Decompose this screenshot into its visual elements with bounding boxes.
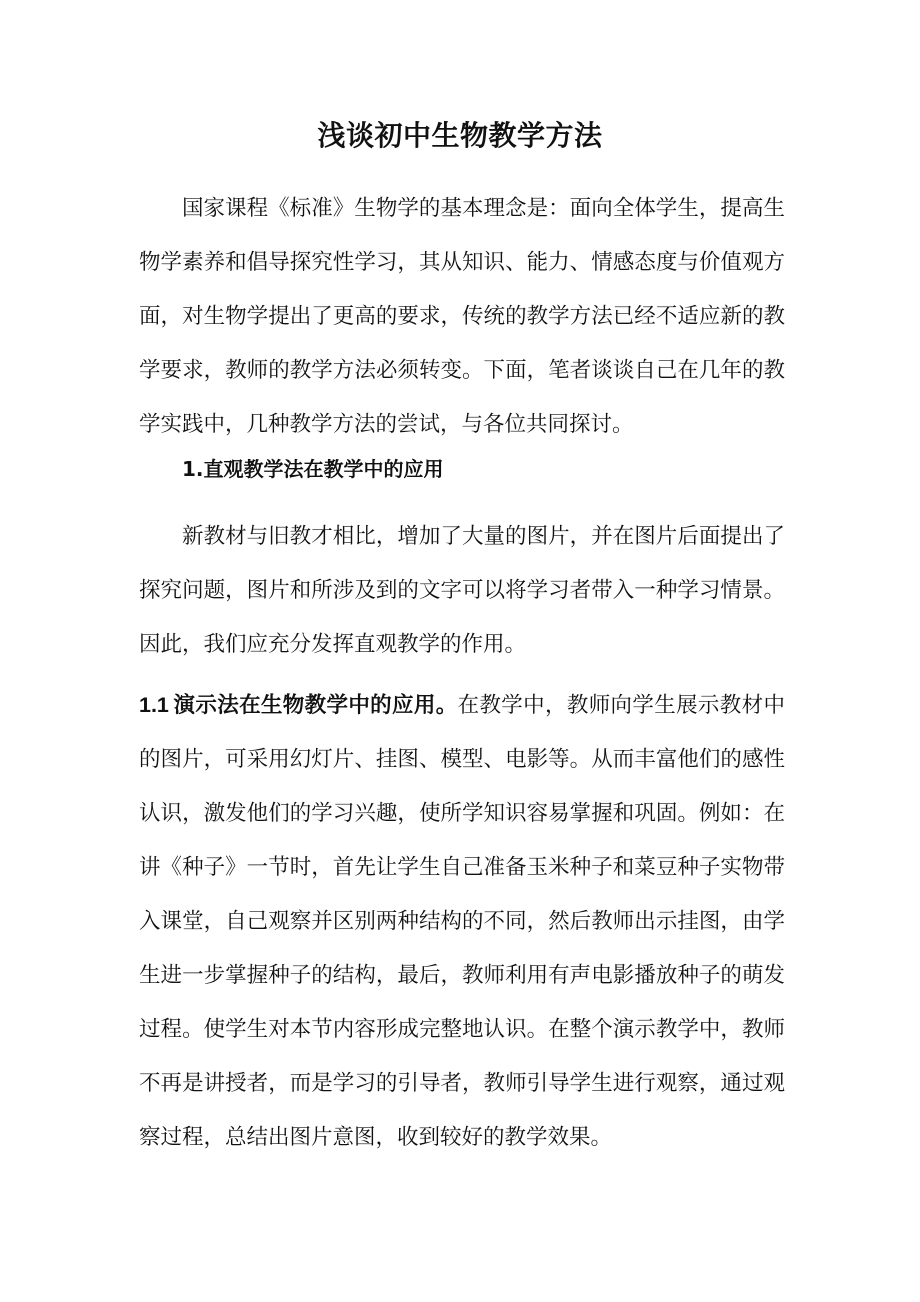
intro-paragraph: 国家课程《标准》生物学的基本理念是：面向全体学生，提高生物学素养和倡导探究性学习，其从知识、能力、情感态度与价值观方面，对生物学提出了更高的要求，传统的教学方法已经不适应新的教学要求，教师的教学方法必须转变。下面，笔者谈谈自己在几年的教学实践中，几种教学方法的尝试，与各位共同探讨。 [139, 196, 785, 437]
subsection-number: 1.1 [139, 693, 169, 717]
document-title: 浅谈初中生物教学方法 [317, 119, 603, 152]
section-heading-1: 1.直观教学法在教学中的应用 [182, 457, 444, 481]
subsection-lead: 演示法在生物教学中的应用。 [173, 693, 458, 718]
subsection-1-1-paragraph [139, 678, 785, 1165]
section-1-paragraph: 新教材与旧教才相比，增加了大量的图片，并在图片后面提出了探究问题，图片和所涉及到的文字可以将学习者带入一种学习情景。因此，我们应充分发挥直观教学的作用。 [139, 524, 785, 657]
subsection-body: 在教学中，教师向学生展示教材中的图片，可采用幻灯片、挂图、模型、电影等。从而丰富他们的感性认识，激发他们的学习兴趣，使所学知识容易掌握和巩固。例如：在讲《种子》一节时，首先让学生自己准备玉米种子和菜豆种子实物带入课堂，自己观察并区别两种结构的不同，然后教师出示挂图，由学生进一步掌握种子的结构，最后，教师利用有声电影播放种子的萌发过程。使学生对本节内容形成完整地认识。在整个演示教学中，教师不再是讲授者，而是学习的引导者，教师引导学生进行观察，通过观察过程，总结出图片意图，收到较好的教学效果。 [139, 693, 785, 1150]
